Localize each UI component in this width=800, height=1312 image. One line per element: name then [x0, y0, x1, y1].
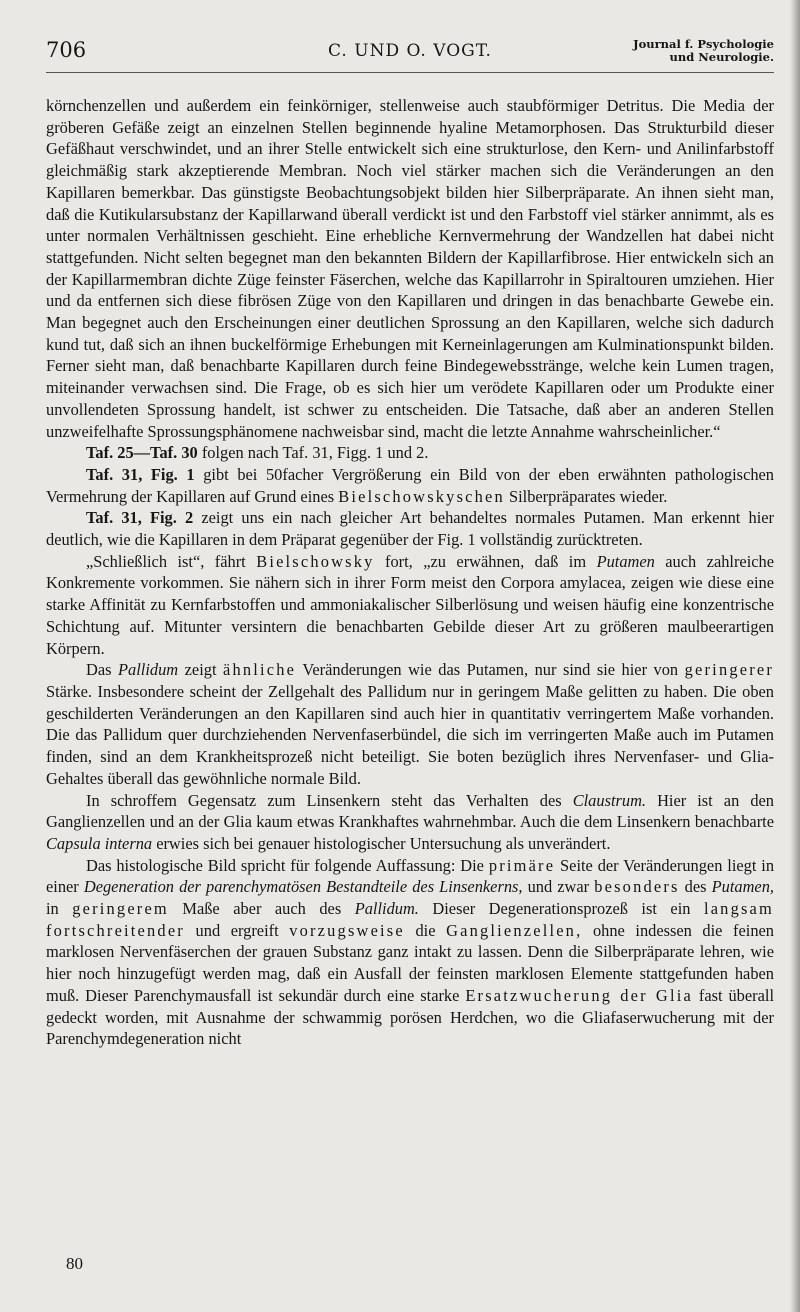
- paragraph-4: [46, 507, 774, 550]
- text-run: Das histologische Bild spricht für folgende Auffassung: Die: [86, 855, 489, 875]
- italic-term: Capsula interna: [46, 833, 153, 853]
- text-run: und ergreift: [184, 920, 290, 940]
- journal-title-line1: Journal f. Psychologie: [633, 37, 774, 51]
- page-number: 706: [46, 38, 87, 62]
- spaced-emphasis: primäre: [488, 855, 556, 875]
- text-run: folgen nach Taf. 31, Figg. 1 und 2.: [197, 443, 429, 463]
- text-run: „Schließlich ist“, fährt: [86, 551, 257, 571]
- running-head: C. UND O. VOGT.: [328, 41, 492, 61]
- text-run: Dieser Degenerationsprozeß ist ein: [418, 899, 704, 919]
- italic-term: Putamen: [596, 551, 655, 571]
- plate-reference: Taf. 31, Fig. 2: [86, 508, 194, 528]
- text-run: des: [679, 877, 712, 897]
- page-edge-shadow: [790, 0, 800, 1312]
- spaced-emphasis: Ganglienzellen,: [446, 920, 583, 940]
- spaced-emphasis: geringerem: [72, 899, 169, 919]
- spaced-emphasis: ähnliche: [223, 660, 297, 680]
- text-run: In schroffem Gegensatz zum Linsenkern steht das Verhalten des: [86, 790, 573, 810]
- italic-term: Putamen,: [711, 877, 774, 897]
- paragraph-2: [46, 442, 774, 464]
- author-name: Bielschowskyschen: [338, 486, 505, 506]
- spaced-emphasis: besonders: [594, 877, 680, 897]
- signature-mark: 80: [66, 1254, 83, 1273]
- paragraph-6: [46, 659, 774, 789]
- italic-term: Pallidum: [118, 660, 179, 680]
- text-run: fast überall gedeckt worden, mit Ausnahme der schwammig porösen Herdchen, wo die Gliafaserwucherung mit der Parenchymdegeneration nicht: [46, 985, 774, 1049]
- italic-term: Pallidum.: [354, 899, 419, 919]
- spaced-emphasis: geringerer: [684, 660, 774, 680]
- paragraph-7: [46, 790, 774, 855]
- paragraph-1: [46, 95, 774, 442]
- text-run: die: [404, 920, 447, 940]
- italic-term: Degeneration der parenchymatösen Bestandteile des Linsenkerns,: [83, 877, 523, 897]
- journal-title-line2: und Neurologie.: [669, 50, 774, 64]
- author-name: Bielschowsky: [256, 551, 375, 571]
- spaced-emphasis: Ersatzwucherung der Glia: [465, 985, 693, 1005]
- text-run: erwies sich bei genauer histologischer Untersuchung als unverändert.: [152, 833, 611, 853]
- text-run: zeigt: [178, 660, 224, 680]
- text-run: gibt bei 50facher Vergrößerung ein Bild von der eben erwähnten pathologischen Vermehrung der Kapillaren auf Grund eines: [46, 464, 775, 506]
- paragraph-5: [46, 551, 774, 660]
- plate-reference: Taf. 31, Fig. 1: [86, 464, 195, 484]
- text-run: auch zahlreiche Konkremente vorkommen. Sie nähern sich in ihrer Form meist den Corpora amylacea, zeigen wie diese eine starke Affinität zu Kernfarbstoffen und ammoniakalischer Silberlösung und weisen häufig eine konzentrische Schichtung auf. Mitunter versintern die benachbarten Gebilde dieser Art zu größeren maulbeerartigen Körpern.: [46, 551, 775, 658]
- spaced-emphasis: vorzugsweise: [289, 920, 405, 940]
- spaced-emphasis: langsam fortschreitender: [46, 899, 774, 940]
- text-run: Hier ist an den Ganglienzellen und an der Glia kaum etwas Krankhaftes wahrnehmbar. Auch die dem Linsenkern benachbarte: [46, 790, 774, 832]
- page-header: [46, 38, 774, 73]
- paragraph-3: [46, 464, 774, 507]
- text-run: Seite der Veränderungen liegt in einer: [46, 855, 775, 897]
- text-run: und zwar: [522, 877, 595, 897]
- journal-title: [633, 38, 774, 64]
- text-run: ohne indessen die feinen marklosen Nervenfäserchen der grauen Substanz ganz intakt zu lassen. Denn die Silberpräparate lehren, wie hier noch hinzugefügt werden mag, daß ein Ausfall der feinsten marklosen Elemente stattgefunden haben muß. Dieser Parenchymausfall ist sekundär durch eine starke: [46, 920, 774, 1005]
- body-text: [46, 95, 774, 1050]
- italic-term: Claustrum.: [572, 790, 647, 810]
- text-run: Veränderungen wie das Putamen, nur sind sie hier von: [296, 660, 685, 680]
- plate-reference: Taf. 25—Taf. 30: [86, 443, 198, 463]
- text-run: in: [46, 899, 73, 919]
- text-run: Maße aber auch des: [168, 899, 355, 919]
- text-run: Stärke. Insbesondere scheint der Zellgehalt des Pallidum nur in geringem Maße gelitten zu haben. Die oben geschilderten Veränderungen an den Kapillaren sind auch hier in quantitativ verringertem Maße vorhanden. Die das Pallidum quer durchziehenden Nervenfaserbündel, die sich im verringerten Maße auch im Putamen finden, sind an dem Krankheitsprozeß nicht beteiligt. Sie boten bezüglich ihres Nervenfaser- und Glia-Gehaltes überall das gewöhnliche normale Bild.: [46, 681, 774, 788]
- text-run: fort, „zu erwähnen, daß im: [374, 551, 597, 571]
- text-run: zeigt uns ein nach gleicher Art behandeltes normales Putamen. Man erkennt hier deutlich, wie die Kapillaren in dem Präparat gegenüber der Fig. 1 vollständig zurücktreten.: [46, 508, 774, 550]
- text-run: Silberpräparates wieder.: [504, 486, 668, 506]
- paragraph-8: [46, 855, 774, 1050]
- text-run: körnchenzellen und außerdem ein feinkörniger, stellenweise auch staubförmiger Detritus. Die Media der gröberen Gefäße zeigt an einzelnen Stellen beginnende hyaline Metamorphosen. Das Strukturbild dieser Gefäßhaut verschwindet, und an ihrer Stelle entwickelt sich eine strukturlose, den Kern- und Anilinfarbstoff gleichmäßig stark akzeptierende Membran. Noch viel stärker machen sich die Veränderungen an den Kapillaren bemerkbar. Das günstigste Beobachtungsobjekt bilden hier Silberpräparate. An ihnen sieht man, daß die Kutikularsubstanz der Kapillarwand überall verdickt ist und den Farbstoff viel stärker annimmt, als es unter normalen Verhältnissen geschieht. Eine erhebliche Kernvermehrung der Wandzellen hat dabei nicht stattgefunden. Nicht selten begegnet man den bekannten Bildern der Kapillarfibrose. Hier entwickeln sich an der Kapillarmembran dichte Züge feinster Fäserchen, welche das Kapillarrohr in Spiraltouren umziehen. Hier und da entfernen sich diese fibrösen Züge von den Kapillaren und dringen in das benachbarte Gewebe ein. Man begegnet auch den Erscheinungen einer deutlichen Sprossung an den Kapillaren, welche sich dadurch kund tut, daß sich an ihnen buckelförmige Erhebungen mit Kerneinlagerungen am Kulminationspunkt bilden. Ferner sieht man, daß benachbarte Kapillaren durch feine Bindegewebsstränge, welche kein Lumen tragen, miteinander verwachsen sind. Die Frage, ob es sich hier um verödete Kapillaren oder um Produkte einer unvollendeten Sprossung handelt, ist schwer zu entscheiden. Die Tatsache, daß aber an anderen Stellen unzweifelhafte Sprossungsphänomene nachweisbar sind, macht die letzte Annahme wahrscheinlicher.“: [46, 96, 774, 441]
- text-run: Das: [86, 660, 119, 680]
